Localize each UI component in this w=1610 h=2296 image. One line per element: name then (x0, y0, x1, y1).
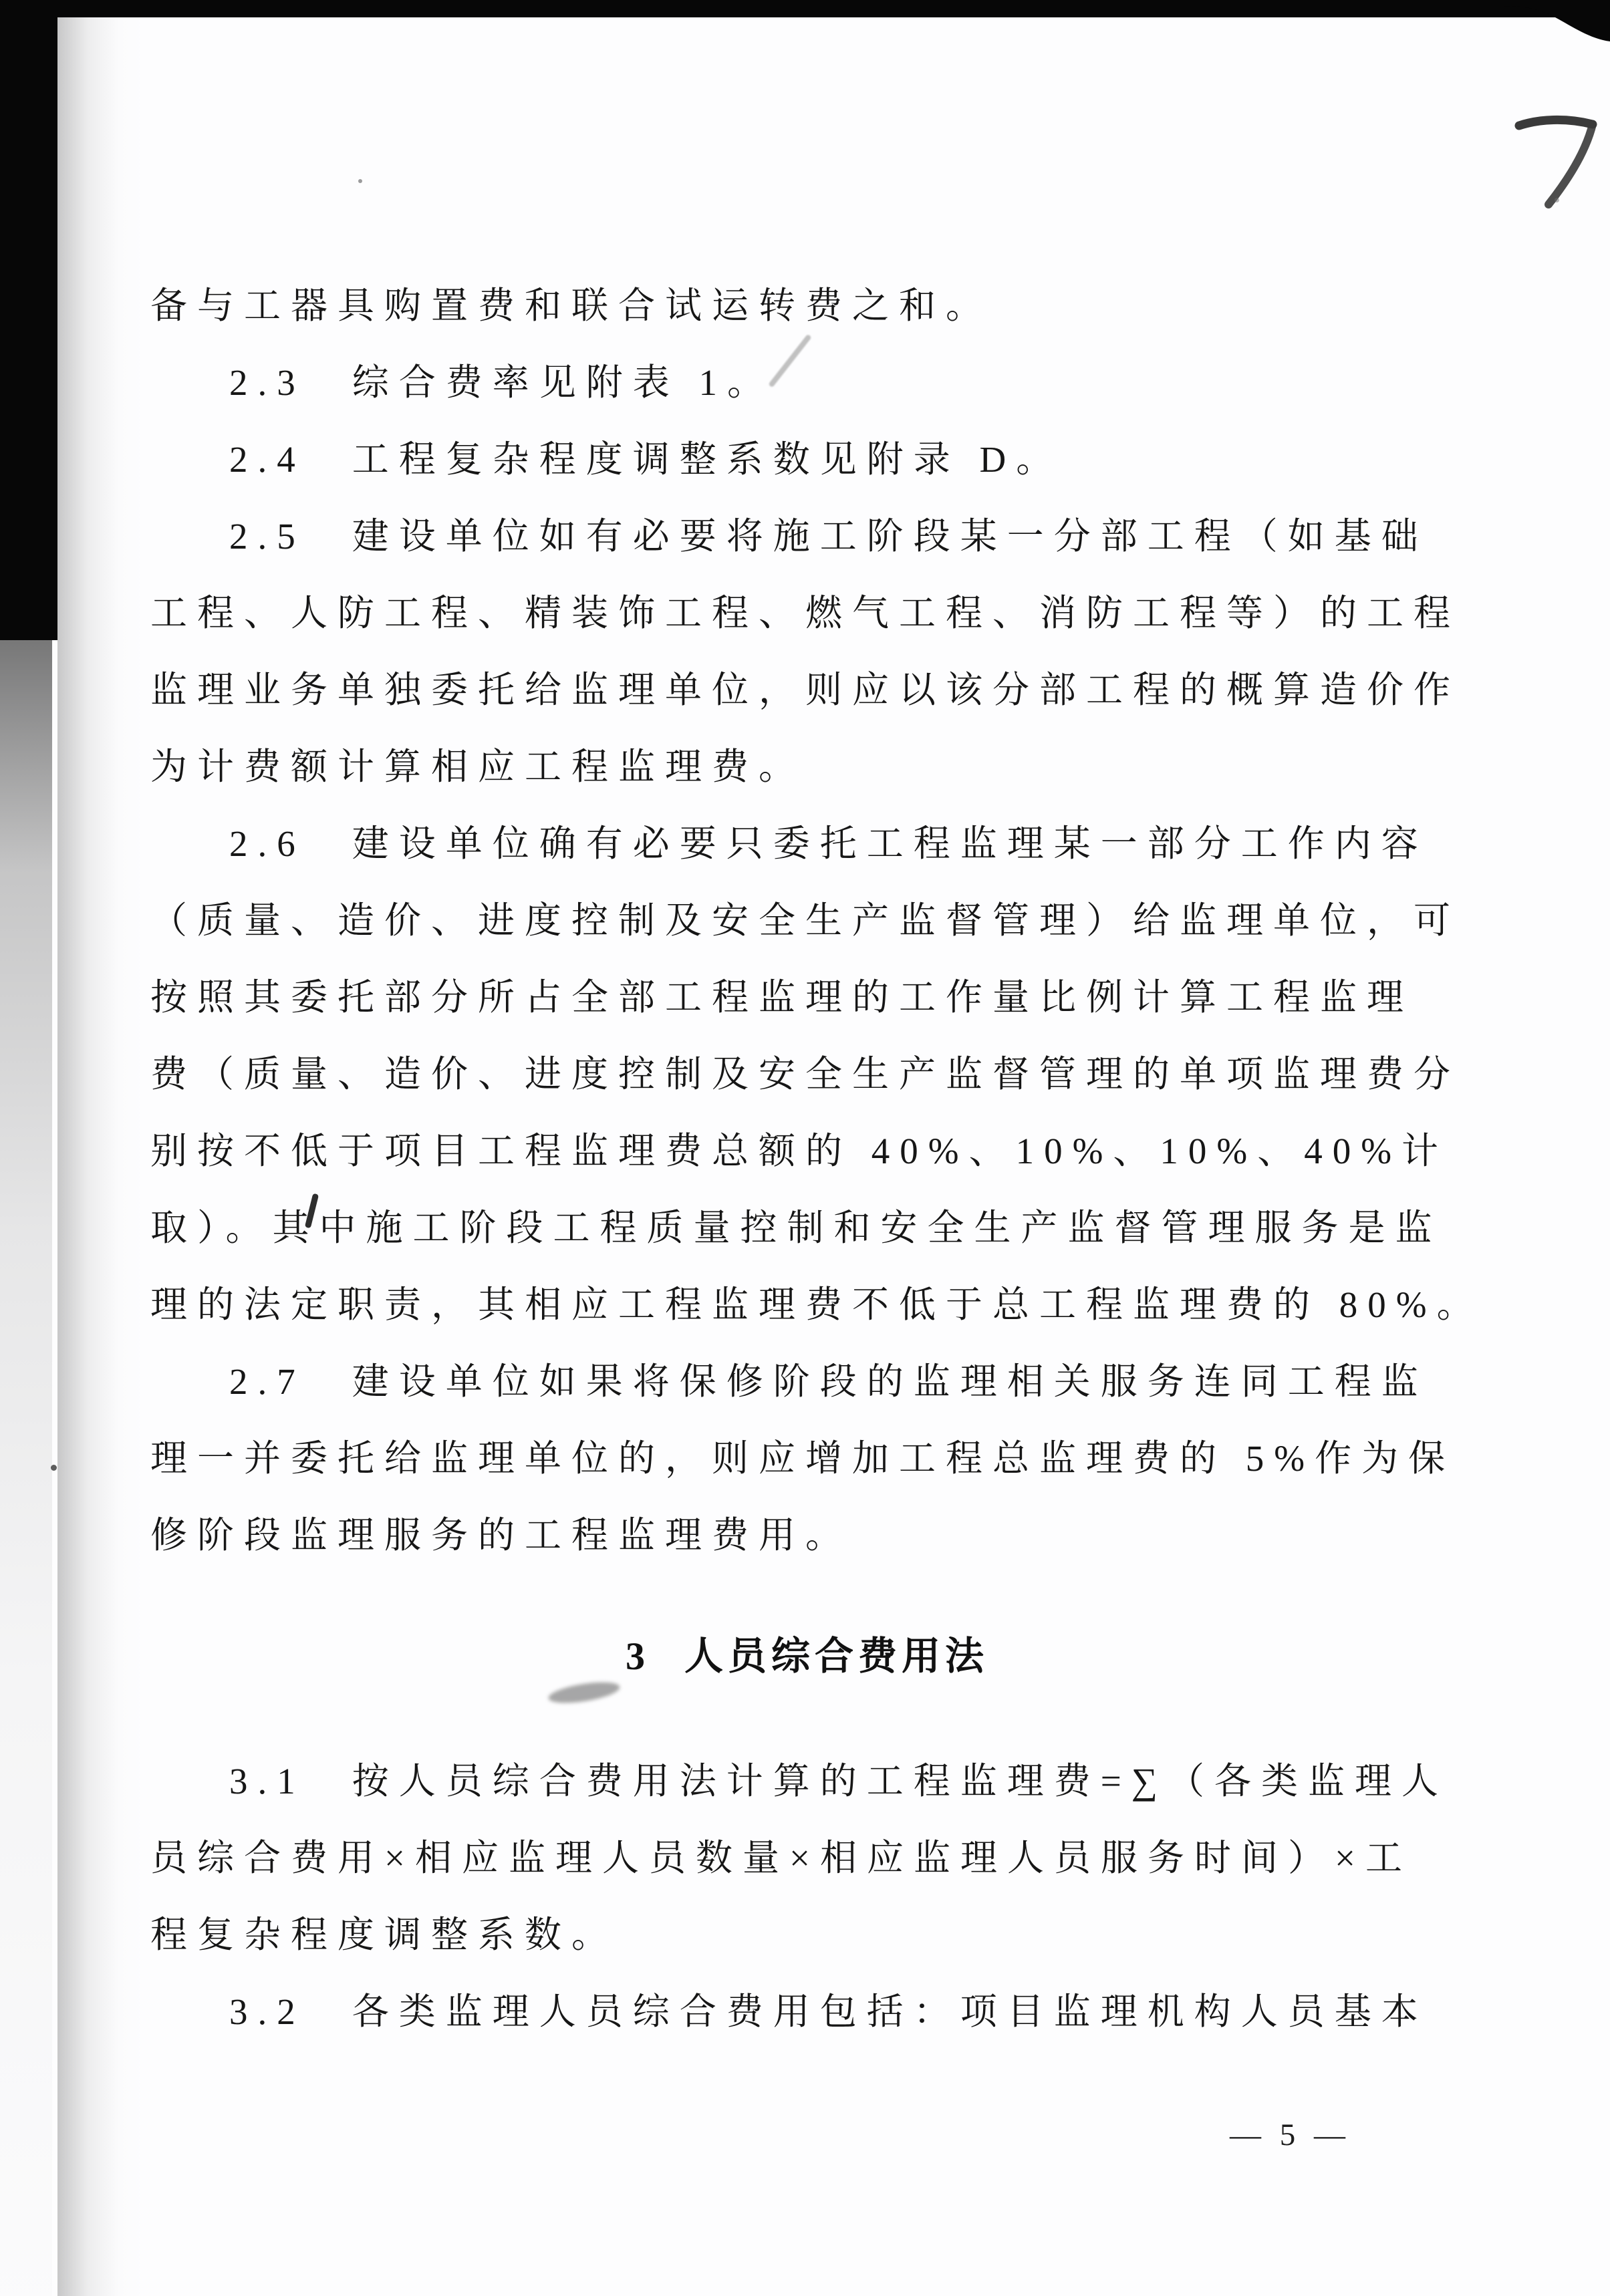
scan-speck (1555, 198, 1559, 202)
paragraph-line: 备与工器具购置费和联合试运转费之和。 (150, 285, 993, 326)
section-heading (150, 1618, 1464, 1695)
paragraph-line: 员综合费用×相应监理人员数量×相应监理人员服务时间）×工 (150, 1838, 1413, 1878)
paragraph-line: 费（质量、造价、进度控制及安全生产监督管理的单项监理费分 (150, 1054, 1461, 1095)
scan-speck (51, 1465, 57, 1471)
paragraph-line: 2.4 工程复杂程度调整系数见附录 D。 (229, 439, 1063, 480)
section-number: 3 (625, 1634, 650, 1678)
document-body (150, 267, 1484, 2050)
scan-top-edge-bar (0, 0, 1610, 17)
scan-left-edge-bar (0, 0, 57, 640)
paragraph-line: 工程、人防工程、精装饰工程、燃气工程、消防工程等）的工程 (150, 593, 1461, 633)
paragraph-line: 程复杂程度调整系数。 (150, 1914, 619, 1955)
scan-corner-blob (1503, 0, 1610, 67)
scan-speck (358, 179, 362, 183)
paragraph-line: 监理业务单独委托给监理单位，则应以该分部工程的概算造价作 (150, 670, 1461, 710)
paragraph-line: 取）。其中施工阶段工程质量控制和安全生产监督管理服务是监 (150, 1207, 1442, 1248)
scan-left-edge-fade (0, 640, 52, 2296)
section-title: 人员综合费用法 (684, 1634, 988, 1678)
paragraph-line: （质量、造价、进度控制及安全生产监督管理）给监理单位，可 (150, 900, 1461, 941)
paragraph-line: 为计费额计算相应工程监理费。 (150, 746, 806, 787)
paragraph-line: 3.1 按人员综合费用法计算的工程监理费=∑（各类监理人 (229, 1761, 1448, 1802)
paragraph-line: 修阶段监理服务的工程监理费用。 (150, 1515, 853, 1556)
paragraph-line: 按照其委托部分所占全部工程监理的工作量比例计算工程监理 (150, 977, 1414, 1018)
paragraph-line: 3.2 各类监理人员综合费用包括：项目监理机构人员基本 (229, 1991, 1428, 2032)
paragraph-line: 理的法定职责，其相应工程监理费不低于总工程监理费的 80%。 (150, 1284, 1484, 1325)
paragraph-line: 2.6 建设单位确有必要只委托工程监理某一部分工作内容 (229, 823, 1428, 864)
handwritten-mark-icon (1507, 107, 1610, 221)
page-number: — 5 — (1230, 2118, 1351, 2152)
paragraph-line: 别按不低于项目工程监理费总额的 40%、10%、10%、40%计 (150, 1131, 1449, 1171)
scan-left-edge-shadow (57, 0, 144, 2296)
paragraph-line: 2.5 建设单位如有必要将施工阶段某一分部工程（如基础 (229, 516, 1428, 557)
paragraph-line: 2.7 建设单位如果将保修阶段的监理相关服务连同工程监 (229, 1361, 1428, 1402)
paragraph-line: 理一并委托给监理单位的，则应增加工程总监理费的 5%作为保 (150, 1438, 1456, 1479)
paragraph-line: 2.3 综合费率见附表 1。 (229, 362, 775, 403)
